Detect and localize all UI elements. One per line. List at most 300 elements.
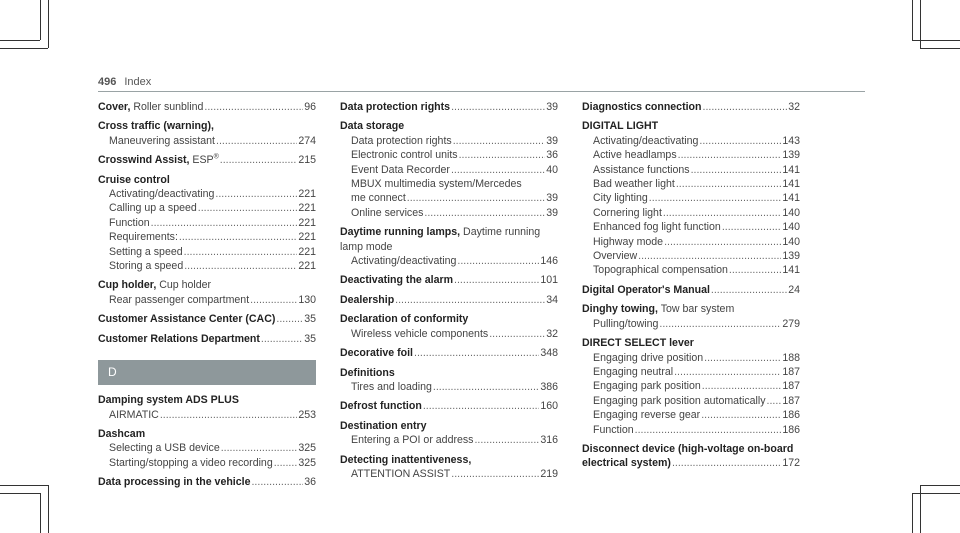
entry-heading: Cup holder, <box>98 279 157 292</box>
sub-entry-text <box>109 408 159 422</box>
leader-dots <box>635 423 782 437</box>
sub-entry <box>98 201 316 215</box>
sub-entry-label: Requirements: <box>109 231 178 244</box>
page-ref: 34 <box>546 293 558 306</box>
sub-entry <box>582 317 800 331</box>
leader-dots <box>489 327 545 341</box>
index-entry <box>340 346 558 360</box>
page-ref: 221 <box>298 202 316 215</box>
sub-entry-text <box>351 163 450 177</box>
sub-entry-label: Starting/stopping a video recording <box>109 456 273 469</box>
leader-dots <box>433 380 539 394</box>
page-ref: 219 <box>540 467 558 480</box>
heading-line <box>582 442 800 456</box>
heading-row-text <box>98 312 275 326</box>
sub-entry-text <box>593 379 701 393</box>
entry-heading: Dealership <box>340 293 395 306</box>
heading-row-text <box>98 153 219 167</box>
leader-dots <box>198 201 298 215</box>
sub-entry-text <box>593 134 698 148</box>
sub-entry-label: Entering a POI or address <box>351 434 474 447</box>
leader-dots <box>664 235 781 249</box>
sub-entry <box>340 206 558 220</box>
leader-dots <box>220 153 298 167</box>
page-ref: 40 <box>546 163 558 176</box>
sub-entry <box>582 191 800 205</box>
sub-entry-text <box>593 148 677 162</box>
sub-entry <box>98 456 316 470</box>
sub-entry <box>582 379 800 393</box>
entry-heading: Disconnect device (high-voltage on-board <box>582 442 794 455</box>
heading-line <box>340 225 558 239</box>
sub-entry-label: me connect <box>351 192 406 205</box>
entry-subheading-cont: lamp mode <box>340 240 393 253</box>
entry-heading: Cover, <box>98 101 131 113</box>
crop-mark <box>48 485 49 533</box>
leader-dots <box>678 148 782 162</box>
index-entry <box>582 100 800 114</box>
page-ref: 24 <box>788 283 800 296</box>
sub-entry-label: Highway mode <box>593 235 664 248</box>
page-ref: 221 <box>298 216 316 229</box>
sub-entry <box>582 177 800 191</box>
page-ref: 160 <box>540 400 558 413</box>
page-ref: 316 <box>540 434 558 447</box>
page-ref: 140 <box>782 235 800 248</box>
leader-dots <box>276 312 303 326</box>
entry-heading: Customer Relations Department <box>98 332 260 345</box>
sub-entry-label: Assistance functions <box>593 163 690 176</box>
leader-dots <box>691 163 782 177</box>
superscript: ® <box>213 153 219 161</box>
sub-entry <box>340 327 558 341</box>
leader-dots <box>204 100 303 114</box>
heading-row <box>582 283 800 297</box>
leader-dots <box>701 408 781 422</box>
sub-entry-label: City lighting <box>593 192 648 205</box>
leader-dots <box>274 456 298 470</box>
page-ref: 101 <box>540 274 558 287</box>
leader-dots <box>184 259 297 273</box>
page-ref: 96 <box>304 101 316 113</box>
sub-entry <box>340 177 558 191</box>
page-ref: 221 <box>298 231 316 244</box>
sub-entry-text <box>109 456 273 470</box>
page-ref: 172 <box>782 457 800 470</box>
entry-heading: Detecting inattentiveness, <box>340 453 472 466</box>
entry-heading: Daytime running lamps, <box>340 226 461 239</box>
page-ref: 386 <box>540 380 558 393</box>
index-entry <box>98 332 316 346</box>
heading-row <box>582 100 800 114</box>
sub-entry-label: Calling up a speed <box>109 202 197 215</box>
heading-line <box>98 393 316 407</box>
heading-row-text <box>98 332 260 346</box>
entry-heading: Data storage <box>340 120 405 133</box>
entry-heading: Cross traffic (warning), <box>98 120 214 133</box>
leader-dots <box>160 408 297 422</box>
index-entry <box>340 312 558 341</box>
index-entry <box>582 283 800 297</box>
page-ref: 221 <box>298 245 316 258</box>
page-ref: 348 <box>540 347 558 360</box>
index-entry <box>340 366 558 395</box>
crop-mark <box>920 48 960 49</box>
sub-entry <box>582 423 800 437</box>
sub-entry-text <box>351 467 450 481</box>
heading-row <box>340 399 558 413</box>
heading-row <box>98 312 316 326</box>
page-ref: 35 <box>304 313 316 326</box>
sub-entry <box>340 134 558 148</box>
heading-line <box>98 119 316 133</box>
sub-entry-text <box>351 380 432 394</box>
entry-subheading: Roller sunblind <box>133 101 204 113</box>
leader-dots <box>699 134 781 148</box>
leader-dots <box>151 216 298 230</box>
crop-mark <box>40 0 41 40</box>
page-ref: 141 <box>782 163 800 176</box>
entry-heading: Dinghy towing, <box>582 303 658 316</box>
leader-dots <box>649 191 782 205</box>
crop-mark <box>920 0 921 48</box>
index-entry <box>582 302 800 331</box>
entry-heading: Customer Assistance Center (CAC) <box>98 313 276 326</box>
page-ref: 140 <box>782 221 800 234</box>
page-ref: 39 <box>546 192 558 205</box>
sub-entry-text <box>351 134 452 148</box>
leader-dots <box>251 475 303 489</box>
sub-entry-label: Tires and loading <box>351 380 432 393</box>
sub-entry-text: MBUX multimedia system/Mercedes <box>351 178 522 191</box>
entry-subheading: Cup holder <box>159 279 212 292</box>
sub-entry-label: Maneuvering assistant <box>109 134 215 147</box>
sub-entry-label: Online services <box>351 206 424 219</box>
page-ref: 143 <box>782 134 800 147</box>
leader-dots <box>216 134 297 148</box>
sub-entry-text <box>351 148 458 162</box>
heading-row <box>98 153 316 167</box>
entry-heading: Declaration of conformity <box>340 313 469 326</box>
heading-line <box>98 427 316 441</box>
sub-entry <box>340 191 558 205</box>
sub-entry-label: Engaging park position <box>593 380 701 393</box>
heading-line <box>340 366 558 380</box>
index-entry <box>582 336 800 437</box>
heading-row <box>582 456 800 470</box>
sub-entry-label: Overview <box>593 250 638 263</box>
sub-entry-text <box>593 163 690 177</box>
page-ref: 186 <box>782 409 800 422</box>
sub-entry <box>582 365 800 379</box>
page-ref: 187 <box>782 380 800 393</box>
sub-entry <box>582 394 800 408</box>
sub-entry-label: Cornering light <box>593 206 662 219</box>
index-entry <box>98 393 316 422</box>
heading-row <box>340 100 558 114</box>
leader-dots <box>674 365 781 379</box>
index-entry <box>340 419 558 448</box>
leader-dots <box>767 394 782 408</box>
page-ref: 36 <box>546 149 558 162</box>
page-ref: 188 <box>782 351 800 364</box>
page-ref: 187 <box>782 365 800 378</box>
page-ref: 39 <box>546 206 558 219</box>
sub-entry <box>582 263 800 277</box>
leader-dots <box>184 245 298 259</box>
crop-mark <box>912 0 913 40</box>
index-column-2 <box>340 100 558 486</box>
sub-entry <box>582 163 800 177</box>
leader-dots <box>474 433 539 447</box>
leader-dots <box>676 177 781 191</box>
sub-entry <box>98 216 316 230</box>
page-ref: 253 <box>298 408 316 421</box>
sub-entry-text <box>593 177 675 191</box>
sub-entry-label: Storing a speed <box>109 260 184 273</box>
sub-entry-text <box>351 327 488 341</box>
sub-entry <box>582 235 800 249</box>
page-ref: 39 <box>546 101 558 113</box>
index-entry <box>340 273 558 287</box>
sub-entry-text <box>593 206 662 220</box>
sub-entry-label: Function <box>593 423 634 436</box>
leader-dots <box>663 206 781 220</box>
leader-dots <box>261 332 303 346</box>
page-ref: 141 <box>782 192 800 205</box>
sub-entry-label: Setting a speed <box>109 245 183 258</box>
leader-dots <box>424 206 545 220</box>
leader-dots <box>451 163 545 177</box>
entry-heading: Decorative foil <box>340 347 414 360</box>
page-ref: 146 <box>540 255 558 268</box>
index-entry <box>98 475 316 489</box>
leader-dots <box>703 100 788 114</box>
leader-dots <box>423 399 540 413</box>
sub-entry-label: Engaging drive position <box>593 351 704 364</box>
index-entry <box>98 119 316 148</box>
sub-entry-label: Engaging park position automatically <box>593 394 766 407</box>
sub-entry-text <box>351 433 473 447</box>
page-ref: 221 <box>298 188 316 201</box>
heading-row <box>340 293 558 307</box>
sub-entry <box>98 408 316 422</box>
sub-entry-label: Data protection rights <box>351 134 452 147</box>
sub-entry-text <box>593 365 673 379</box>
page-ref: 187 <box>782 394 800 407</box>
sub-entry <box>582 351 800 365</box>
entry-subheading: Tow bar system <box>660 303 735 316</box>
page-ref: 279 <box>782 317 800 330</box>
sub-entry-text <box>109 245 183 259</box>
page-ref: 325 <box>298 442 316 455</box>
sub-entry-label: Bad weather light <box>593 178 675 191</box>
sub-entry-label: Engaging neutral <box>593 365 674 378</box>
sub-entry-label: Rear passenger compartment <box>109 293 250 306</box>
sub-entry-text <box>351 254 456 268</box>
sub-entry-text <box>109 441 220 455</box>
heading-row <box>340 346 558 360</box>
index-entry <box>340 399 558 413</box>
entry-heading: Deactivating the alarm <box>340 274 454 287</box>
index-entry <box>98 100 316 114</box>
sub-entry-text <box>109 293 249 307</box>
sub-entry-text <box>593 394 766 408</box>
heading-row-text <box>340 293 394 307</box>
leader-dots <box>250 293 297 307</box>
heading-line <box>340 419 558 433</box>
leader-dots <box>451 467 539 481</box>
sub-entry-text <box>109 216 150 230</box>
index-column-1 <box>98 100 316 495</box>
index-entry <box>340 225 558 268</box>
entry-heading: Data protection rights <box>340 101 451 113</box>
sub-entry-label: Electronic control units <box>351 149 458 162</box>
sub-entry <box>98 293 316 307</box>
sub-entry-label: Active headlamps <box>593 149 677 162</box>
heading-line <box>582 302 800 316</box>
index-entry <box>340 293 558 307</box>
heading-line <box>98 278 316 292</box>
leader-dots <box>215 187 297 201</box>
entry-heading: Dashcam <box>98 427 146 440</box>
index-entry <box>582 119 800 277</box>
sub-entry-text <box>593 423 634 437</box>
sub-entry-text <box>593 263 728 277</box>
crop-mark <box>0 40 40 41</box>
entry-heading: Defrost function <box>340 400 422 413</box>
sub-entry <box>98 187 316 201</box>
sub-entry-label: ATTENTION ASSIST <box>351 467 451 480</box>
sub-entry-label: Enhanced fog light function <box>593 221 721 234</box>
page-ref: 186 <box>782 423 800 436</box>
heading-row-text <box>98 100 203 114</box>
index-entry <box>98 427 316 470</box>
crop-mark <box>0 485 48 486</box>
heading-row-text <box>340 346 413 360</box>
sub-entry <box>582 134 800 148</box>
heading-line <box>340 119 558 133</box>
heading-line <box>582 119 800 133</box>
index-entry <box>340 453 558 482</box>
sub-entry-label: AIRMATIC <box>109 408 159 421</box>
page-ref: 221 <box>298 260 316 273</box>
sub-entry <box>98 259 316 273</box>
entry-heading: Diagnostics connection <box>582 101 702 113</box>
section-letter: D <box>98 360 316 385</box>
sub-entry <box>582 206 800 220</box>
page-ref: 32 <box>546 327 558 340</box>
heading-row <box>340 273 558 287</box>
leader-dots <box>179 230 297 244</box>
leader-dots <box>221 441 298 455</box>
sub-entry <box>340 433 558 447</box>
entry-heading: Digital Operator's Manual <box>582 283 710 296</box>
sub-entry-label: Activating/deactivating <box>593 134 699 147</box>
heading-row-text <box>582 456 671 470</box>
leader-dots <box>407 191 545 205</box>
sub-entry <box>98 134 316 148</box>
leader-dots <box>729 263 781 277</box>
sub-entry-text <box>593 249 637 263</box>
entry-heading: Definitions <box>340 366 395 379</box>
sub-entry-text <box>593 317 658 331</box>
page-number: 496 <box>98 76 117 88</box>
crop-mark <box>40 493 41 533</box>
sub-entry <box>582 249 800 263</box>
page-ref: 39 <box>546 134 558 147</box>
index-entry <box>582 442 800 471</box>
sub-entry-label: Activating/deactivating <box>351 255 457 268</box>
sub-entry-text <box>593 220 721 234</box>
sub-entry <box>98 230 316 244</box>
crop-mark <box>920 485 960 486</box>
heading-row-text <box>340 399 422 413</box>
sub-entry-text <box>351 206 423 220</box>
sub-entry-text <box>593 351 703 365</box>
page-title: Index <box>124 76 152 88</box>
sub-entry <box>98 245 316 259</box>
heading-row <box>98 332 316 346</box>
heading-line <box>582 336 800 350</box>
heading-row <box>98 100 316 114</box>
leader-dots <box>722 220 782 234</box>
page-ref: 32 <box>788 101 800 113</box>
sub-entry-label: Activating/deactivating <box>109 188 215 201</box>
sub-entry-text <box>593 191 648 205</box>
leader-dots <box>454 273 539 287</box>
index-entry <box>98 153 316 167</box>
entry-heading: Data processing in the vehicle <box>98 476 251 489</box>
sub-entry-text <box>109 201 197 215</box>
sub-entry-text <box>109 259 183 273</box>
entry-heading: DIGITAL LIGHT <box>582 120 659 133</box>
heading-row-text <box>582 283 710 297</box>
page-ref: 274 <box>298 134 316 147</box>
crop-mark <box>0 493 40 494</box>
heading-row <box>98 475 316 489</box>
sub-entry <box>98 441 316 455</box>
sub-entry-label: Function <box>109 216 150 229</box>
sub-entry-text <box>351 191 406 205</box>
sub-entry-label: Selecting a USB device <box>109 442 220 455</box>
leader-dots <box>711 283 787 297</box>
index-column-3 <box>582 100 800 476</box>
sub-entry-text <box>109 187 214 201</box>
sub-entry-text <box>593 235 663 249</box>
sub-entry <box>582 220 800 234</box>
page-ref: 325 <box>298 456 316 469</box>
heading-row-text <box>98 475 250 489</box>
leader-dots <box>702 379 782 393</box>
leader-dots <box>453 134 546 148</box>
heading-row-text <box>340 100 450 114</box>
heading-row-text <box>340 273 453 287</box>
crop-mark <box>0 48 48 49</box>
entry-heading: Crosswind Assist, <box>98 154 190 167</box>
page-ref: 139 <box>782 149 800 162</box>
sub-entry <box>340 148 558 162</box>
page-ref: 141 <box>782 264 800 277</box>
index-entry <box>98 278 316 307</box>
page-ref: 141 <box>782 178 800 191</box>
leader-dots <box>414 346 539 360</box>
crop-mark <box>920 485 921 533</box>
sub-entry <box>340 380 558 394</box>
page-ref: 140 <box>782 206 800 219</box>
index-entry <box>340 100 558 114</box>
sub-entry <box>340 467 558 481</box>
